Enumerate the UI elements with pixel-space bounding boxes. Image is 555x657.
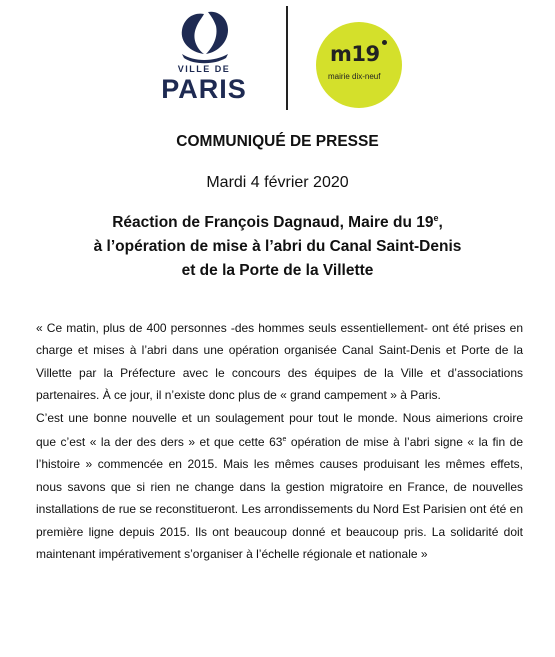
communique-heading: COMMUNIQUÉ DE PRESSE <box>176 133 379 150</box>
mairie-19-logo <box>316 22 402 108</box>
press-date: Mardi 4 février 2020 <box>206 174 349 191</box>
press-title <box>0 206 555 283</box>
title-comma: , <box>438 214 443 232</box>
title-line-3: et de la Porte de la Villette <box>181 262 374 280</box>
paragraph-2-start: C’est une bonne nouvelle et un soulagement pour tout le monde. Nous aimerions croire que c’est « la der des ders » et que cette 63 <box>36 410 523 450</box>
paragraph-1: « Ce matin, plus de 400 personnes -des hommes seuls essentiellement- ont été prises en charge et mises à l’abri dans une opération organisée Canal Saint-Denis et Porte de la Villette par la Préfecture avec le concours des équipes de la Ville et d’associations partenaires. À ce jour, il n’existe donc plus de « grand campement » à Paris. <box>36 321 523 403</box>
paragraph-2-end: opération de mise à l’abri signe « la fin de l’histoire » commencée en 2015. Mais les mêmes causes produisant les mêmes effets, nous savons que si rien ne change dans la gestion migratoire en France, de nouvelles installations de rue se reconstitueront. Les arrondissements du Nord Est Parisien ont été en première ligne depuis 2015. Ils ont beaucoup donné et beaucoup pris. La solidarité doit maintenant impérativement s’organiser à l’échelle régionale et nationale » <box>36 435 523 562</box>
m19-label: mairie dix-neuf <box>328 72 381 81</box>
logo-divider <box>286 6 288 110</box>
m19-mark: m19 <box>330 42 380 66</box>
m19-dot <box>382 40 387 45</box>
ville-de-paris-logo <box>152 8 262 110</box>
ville-de-text: VILLE DE <box>177 64 231 74</box>
title-line-1-text: Réaction de François Dagnaud, Maire du 19 <box>112 214 434 232</box>
title-line-2: à l’opération de mise à l’abri du Canal Saint-Denis <box>93 238 462 256</box>
paris-ship-icon <box>174 8 234 64</box>
ordinal-superscript: e <box>282 436 287 444</box>
title-superscript: e <box>433 213 439 223</box>
paragraph-2 <box>36 407 523 566</box>
press-body <box>36 317 523 565</box>
paris-text: PARIS <box>161 74 247 104</box>
title-line-1 <box>0 206 555 235</box>
